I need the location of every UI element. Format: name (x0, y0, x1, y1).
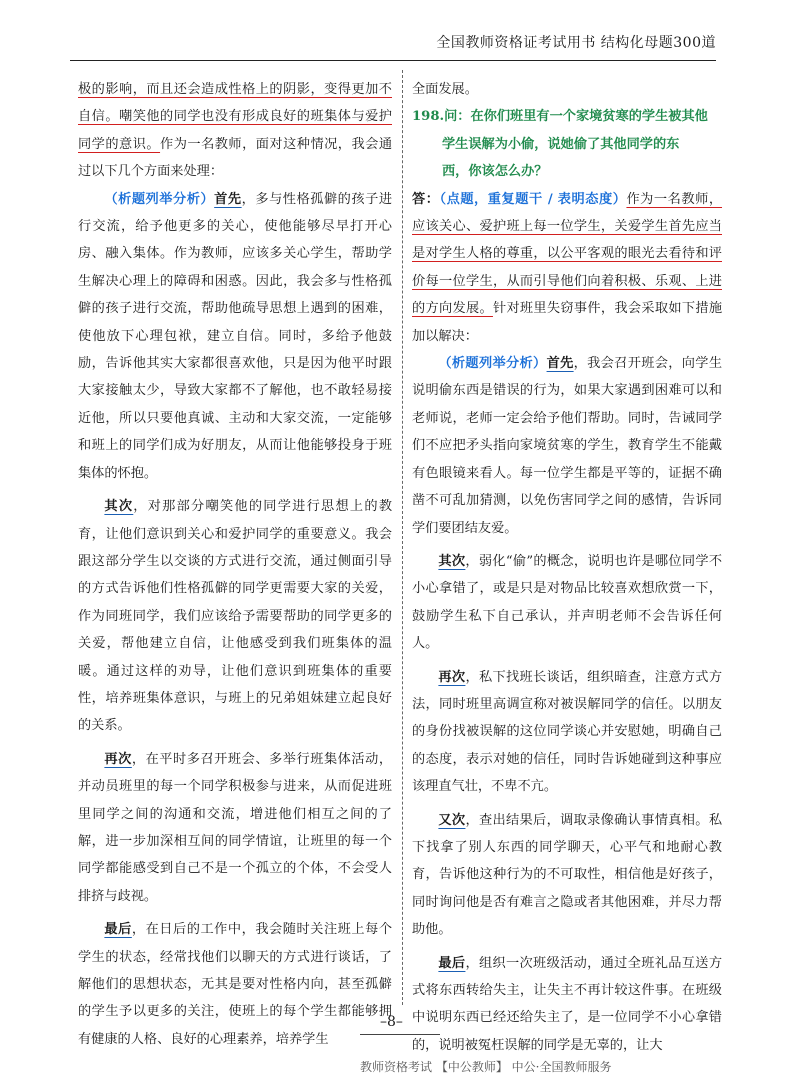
question-heading: 198.问：在你们班里有一个家境贫寒的学生被其他 (412, 109, 708, 125)
paragraph-first: （析题列举分析）首先，我会召开班会，向学生说明偷东西是错误的行为，如果大家遇到困难可以和老师说，老师一定会给予他们帮助。同时，告诫同学们不应把矛头指向家境贫寒的学生，教育学生不能戴有色眼镜来看人。每一位学生都是平等的，证据不确凿不可乱加猜测，以免伤害同学之间的感情，告诉同学们要团结友爱。 (412, 356, 723, 536)
step-label: 再次 (104, 751, 132, 767)
paragraph-third: 再次，私下找班长谈话，组织暗查，注意方式方法，同时班里高调宣称对被误解同学的信任。以朋友的身份找被误解的这位同学谈心并安慰她，明确自己的态度，表示对她的信任，同时告诉她碰到这种事应该理直气壮，不卑不亢。 (412, 669, 723, 795)
step-label: 其次 (104, 499, 134, 515)
paragraph-continued: 全面发展。 (412, 82, 478, 97)
running-title: 全国教师资格证考试用书 结构化母题300道 (436, 35, 716, 51)
right-column (412, 76, 722, 1059)
analysis-tag: （析题列举分析） (438, 356, 547, 372)
step-label: 又次 (438, 812, 466, 828)
column-divider (402, 70, 403, 1005)
paragraph-last: 最后，组织一次班级活动，通过全班礼品互送方式将东西转给失主，让失主不再计较这件事。在班级中说明东西已经还给失主了，是一位同学不小心拿错的，说明被冤枉误解的同学是无辜的，让大 (412, 955, 723, 1053)
footer-text: 教师资格考试 【中公教师】 中公·全国教师服务 (360, 1060, 612, 1074)
answer-label: 答： (412, 191, 440, 207)
analysis-tag: （析题列举分析） (104, 191, 215, 207)
paragraph-intro: 极的影响，而且还会造成性格上的阴影，变得更加不自信。嘲笑他的同学也没有形成良好的班集体与爱护同学的意识。作为一名教师，面对这种情况，我会通过以下几个方面来处理： (78, 82, 393, 180)
question-number: 198. (412, 109, 445, 125)
underlined-text: 极的影响，而且还会造成性格上的阴影，变得更加不自信。嘲笑他的同学也没有形成良好的班集体与爱护同学的意识。 (78, 82, 392, 152)
step-label: 首先 (546, 356, 574, 372)
step-label: 最后 (438, 955, 466, 971)
paragraph-first: （析题列举分析）首先，多与性格孤僻的孩子进行交流，给予他更多的关心，使他能够尽早打开心房、融入集体。作为教师，应该多关心学生，帮助学生解决心理上的障碍和困惑。因此，我会多与性格孤僻的孩子进行交流，帮助他疏导思想上遇到的困难，使他放下心理包袱，建立自信。同时，多给予他鼓励，告诉他其实大家都很喜欢他，只是因为他平时跟大家接触太少，导致大家都不了解他，也不敢轻易接近他，所以只要他真诚、主动和大家交流，一定能够和班上的同学们成为好朋友，从而让他能够投身于班集体的怀抱。 (78, 191, 393, 481)
question-line: 西，你该怎么办？ (442, 164, 548, 180)
answer-paragraph: 答：（点题，重复题干 / 表明态度）作为一名教师，应该关心、爱护班上每一位学生，关爱学生首先应当是对学生人格的尊重，以公平客观的眼光去看待和评价每一位学生，从而引导他们向着积极、乐观、上进的方向发展。针对班里失窃事件，我会采取如下措施加以解决： (412, 191, 723, 344)
page-header (70, 22, 716, 61)
step-label: 其次 (438, 553, 466, 569)
paragraph-second: 其次，弱化“偷”的概念，说明也许是哪位同学不小心拿错了，或是只是对物品比较喜欢想欣赏一下，鼓励学生私下自己承认，并声明老师不会告诉任何人。 (412, 553, 722, 652)
paragraph-second: 其次，对那部分嘲笑他的同学进行思想上的教育，让他们意识到关心和爱护同学的重要意义。我会跟这部分学生以交谈的方式进行交流，通过侧面引导的方式告诉他们性格孤僻的同学更需要大家的关爱，作为同班同学，我们应该给予需要帮助的同学更多的关爱，帮他建立自信，让他感受到我们班集体的温暖。通过这样的劝导，让他们意识到班集体的重要性，培养班集体意识，与班上的兄弟姐妹建立起良好的关系。 (78, 499, 393, 734)
left-column (78, 76, 392, 1053)
underlined-text: 作为一名教师，应该关心、爱护班上每一位学生，关爱学生首先应当是对学生人格的尊重，以公平客观的眼光去看待和评价每一位学生，从而引导他们向着积极、乐观、上进的方向发展。 (412, 191, 723, 317)
answer-tag: （点题，重复题干 / 表明态度） (439, 191, 627, 207)
step-label: 首先 (214, 191, 242, 207)
paragraph-third: 再次，在平时多召开班会、多举行班集体活动，并动员班里的每一个同学积极参与进来，从而促进班里同学之间的沟通和交流，增进他们相互之间的了解，进一步加深相互间的同学情谊，让班里的每一个同学都能感受到自己不是一个孤立的个体，不会受人排挤与歧视。 (78, 751, 393, 904)
page-number: –8– (380, 1014, 403, 1030)
paragraph-last: 最后，在日后的工作中，我会随时关注班上每个学生的状态，经常找他们以聊天的方式进行谈话，了解他们的思想状态，无其是要对性格内向，甚至孤僻的学生予以更多的关注，使班上的每个学生都能够拥有健康的人格、良好的心理素养，培养学生 (78, 922, 393, 1047)
paragraph-fourth: 又次，查出结果后，调取录像确认事情真相。私下找拿了别人东西的同学聊天，心平气和地耐心教育，告诉他这种行为的不可取性，相信他是好孩子，同时询问他是否有难言之隐或者其他困难，并尽力帮助他。 (412, 812, 723, 938)
step-label: 最后 (104, 922, 132, 938)
question-line: 学生误解为小偷，说她偷了其他同学的东 (442, 136, 680, 152)
footer-rule (360, 1034, 440, 1035)
step-label: 再次 (438, 669, 466, 685)
